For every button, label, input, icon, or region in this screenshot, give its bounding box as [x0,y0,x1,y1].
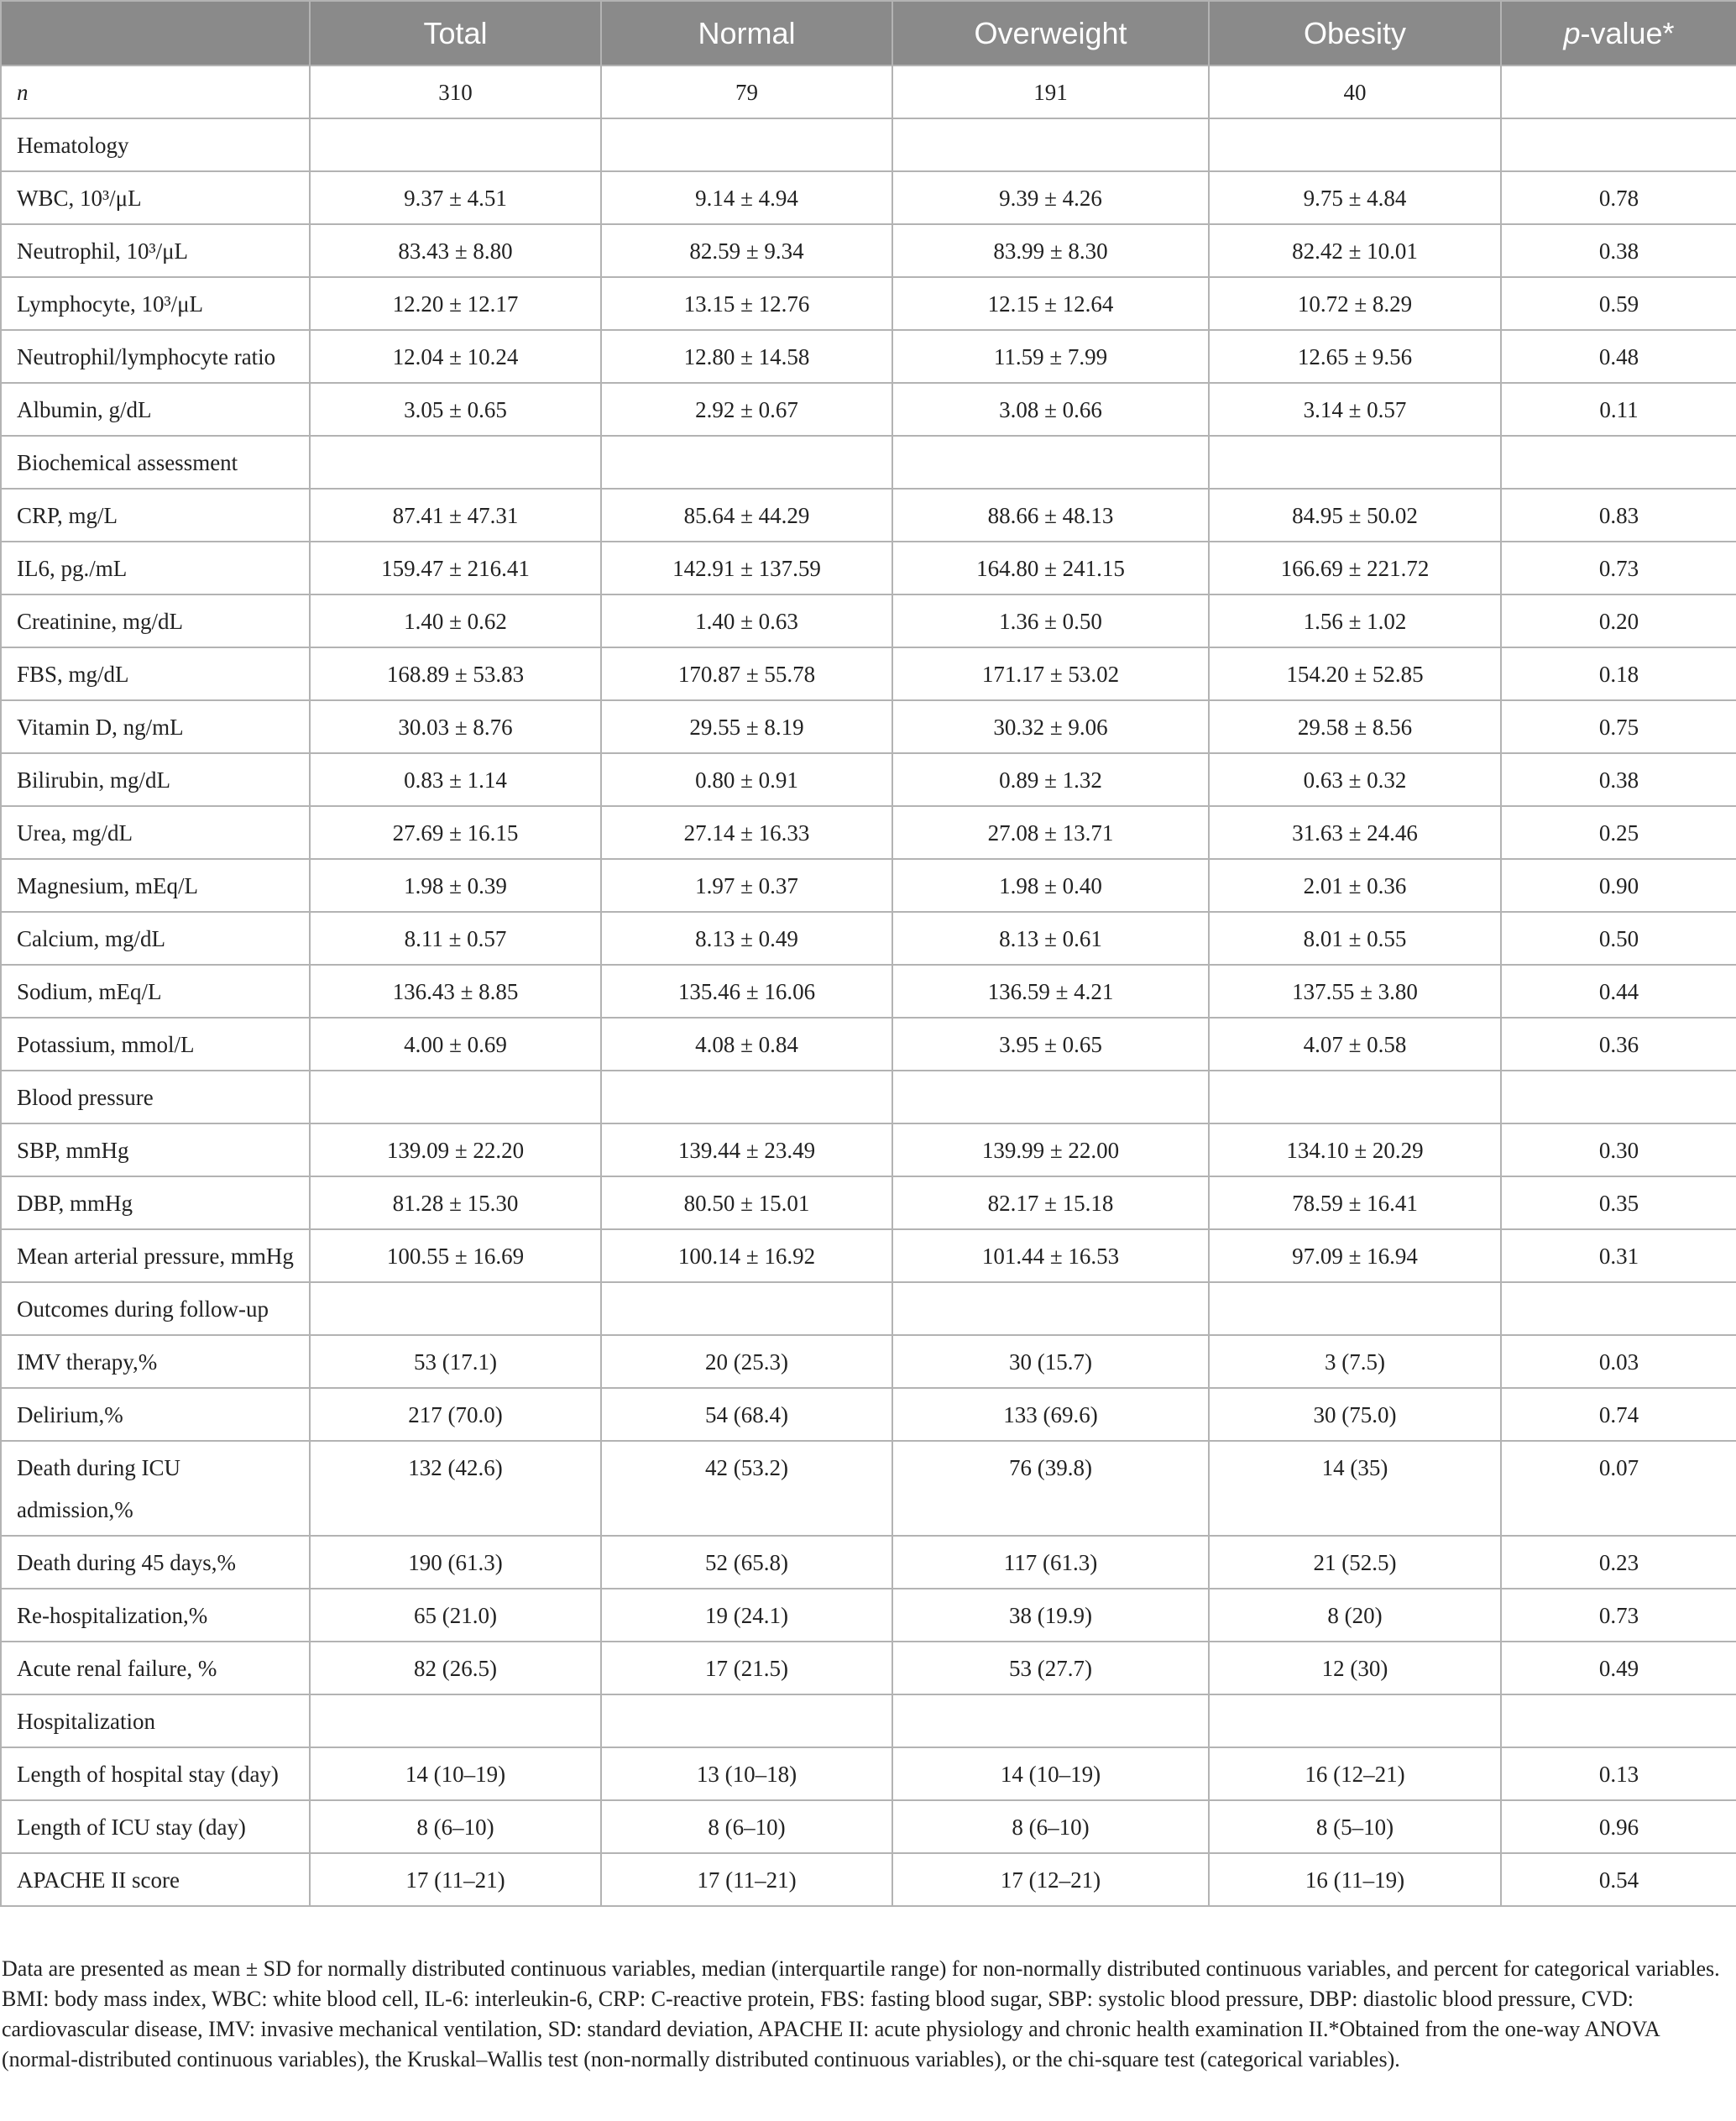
section-row [1,1694,1736,1747]
cell-p-value: 0.13 [1501,1747,1736,1800]
section-row [1,436,1736,489]
cell-overweight: 8 (6–10) [892,1800,1209,1853]
cell-normal: 0.80 ± 0.91 [601,753,892,806]
cell-total: 159.47 ± 216.41 [310,542,601,594]
cell-p-value: 0.38 [1501,753,1736,806]
cell-overweight: 136.59 ± 4.21 [892,965,1209,1018]
cell-p-value: 0.90 [1501,859,1736,912]
section-title: Outcomes during follow-up [1,1282,310,1335]
cell-normal: 139.44 ± 23.49 [601,1123,892,1176]
cell-p-value: 0.18 [1501,647,1736,700]
cell-normal: 27.14 ± 16.33 [601,806,892,859]
cell-normal: 82.59 ± 9.34 [601,224,892,277]
cell-overweight: 117 (61.3) [892,1536,1209,1589]
cell-normal: 17 (11–21) [601,1853,892,1906]
cell-total: 132 (42.6) [310,1441,601,1536]
cell-p-value: 0.74 [1501,1388,1736,1441]
cell-normal: 42 (53.2) [601,1441,892,1536]
table-row [1,753,1736,806]
section-empty-cell [1209,1694,1501,1747]
table-row [1,1018,1736,1071]
cell-overweight: 9.39 ± 4.26 [892,171,1209,224]
cell-overweight: 101.44 ± 16.53 [892,1229,1209,1282]
cell-obesity: 84.95 ± 50.02 [1209,489,1501,542]
cell-total: 8.11 ± 0.57 [310,912,601,965]
row-label: Sodium, mEq/L [1,965,310,1018]
cell-total: 53 (17.1) [310,1335,601,1388]
cell-overweight: 133 (69.6) [892,1388,1209,1441]
header-p-value-label: p-value* [1563,15,1675,50]
row-label: FBS, mg/dL [1,647,310,700]
cell-normal: 17 (21.5) [601,1642,892,1694]
cell-total: 83.43 ± 8.80 [310,224,601,277]
section-empty-cell [310,118,601,171]
table-row [1,277,1736,330]
section-empty-cell [1501,436,1736,489]
cell-p-value: 0.20 [1501,594,1736,647]
cell-obesity: 82.42 ± 10.01 [1209,224,1501,277]
cell-p-value: 0.49 [1501,1642,1736,1694]
cell-obesity: 21 (52.5) [1209,1536,1501,1589]
cell-obesity: 134.10 ± 20.29 [1209,1123,1501,1176]
cell-overweight: 27.08 ± 13.71 [892,806,1209,859]
section-empty-cell [1209,118,1501,171]
cell-p-value: 0.30 [1501,1123,1736,1176]
row-label: Delirium,% [1,1388,310,1441]
table-row [1,383,1736,436]
cell-overweight: 12.15 ± 12.64 [892,277,1209,330]
cell-total: 139.09 ± 22.20 [310,1123,601,1176]
cell-obesity: 12 (30) [1209,1642,1501,1694]
cell-overweight: 17 (12–21) [892,1853,1209,1906]
cell-obesity: 97.09 ± 16.94 [1209,1229,1501,1282]
cell-normal: 135.46 ± 16.06 [601,965,892,1018]
row-label: Death during 45 days,% [1,1536,310,1589]
section-empty-cell [601,1282,892,1335]
cell-normal: 170.87 ± 55.78 [601,647,892,700]
cell-overweight: 30.32 ± 9.06 [892,700,1209,753]
cell-normal: 13.15 ± 12.76 [601,277,892,330]
table-body [1,65,1736,1906]
cell-p-value: 0.31 [1501,1229,1736,1282]
cell-p-value: 0.78 [1501,171,1736,224]
table-row [1,594,1736,647]
section-empty-cell [310,436,601,489]
row-label: SBP, mmHg [1,1123,310,1176]
cell-normal: 9.14 ± 4.94 [601,171,892,224]
table-row [1,1123,1736,1176]
cell-obesity: 3.14 ± 0.57 [1209,383,1501,436]
cell-p-value: 0.75 [1501,700,1736,753]
cell-overweight: 8.13 ± 0.61 [892,912,1209,965]
section-title: Hematology [1,118,310,171]
cell-total: 14 (10–19) [310,1747,601,1800]
cell-obesity: 14 (35) [1209,1441,1501,1536]
cell-total: 3.05 ± 0.65 [310,383,601,436]
row-label: Death during ICU admission,% [1,1441,310,1536]
cell-total: 136.43 ± 8.85 [310,965,601,1018]
cell-p-value: 0.96 [1501,1800,1736,1853]
cell-p-value: 0.48 [1501,330,1736,383]
cell-total: 82 (26.5) [310,1642,601,1694]
row-label: IMV therapy,% [1,1335,310,1388]
row-label: Potassium, mmol/L [1,1018,310,1071]
header-overweight: Overweight [892,1,1209,65]
table-row [1,1747,1736,1800]
row-label: APACHE II score [1,1853,310,1906]
cell-normal: 2.92 ± 0.67 [601,383,892,436]
cell-overweight: 76 (39.8) [892,1441,1209,1536]
section-empty-cell [1501,118,1736,171]
section-title: Blood pressure [1,1071,310,1123]
table-row [1,1229,1736,1282]
cell-normal: 85.64 ± 44.29 [601,489,892,542]
cell-p-value [1501,65,1736,118]
cell-normal: 52 (65.8) [601,1536,892,1589]
cell-obesity: 30 (75.0) [1209,1388,1501,1441]
row-label: Creatinine, mg/dL [1,594,310,647]
section-empty-cell [1501,1694,1736,1747]
cell-p-value: 0.36 [1501,1018,1736,1071]
table-row [1,1589,1736,1642]
cell-normal: 4.08 ± 0.84 [601,1018,892,1071]
cell-p-value: 0.83 [1501,489,1736,542]
cell-p-value: 0.73 [1501,542,1736,594]
note-definitions: Data are presented as mean ± SD for normally distributed continuous variables, median (interquartile range) for non-normally distributed continuous variables, and percent for categorical variables. [2,1956,1720,1981]
cell-normal: 20 (25.3) [601,1335,892,1388]
cell-obesity: 10.72 ± 8.29 [1209,277,1501,330]
cell-overweight: 53 (27.7) [892,1642,1209,1694]
section-empty-cell [310,1071,601,1123]
cell-obesity: 16 (11–19) [1209,1853,1501,1906]
cell-obesity: 40 [1209,65,1501,118]
table-row [1,1388,1736,1441]
cell-p-value: 0.50 [1501,912,1736,965]
table-row [1,1800,1736,1853]
cell-p-value: 0.03 [1501,1335,1736,1388]
cell-normal: 29.55 ± 8.19 [601,700,892,753]
cell-overweight: 139.99 ± 22.00 [892,1123,1209,1176]
table-row [1,647,1736,700]
row-label: Vitamin D, ng/mL [1,700,310,753]
section-empty-cell [1501,1282,1736,1335]
section-title: Biochemical assessment [1,436,310,489]
row-label: Lymphocyte, 10³/μL [1,277,310,330]
cell-total: 1.98 ± 0.39 [310,859,601,912]
table-row [1,489,1736,542]
table-row [1,330,1736,383]
section-empty-cell [601,1071,892,1123]
section-empty-cell [892,436,1209,489]
cell-obesity: 29.58 ± 8.56 [1209,700,1501,753]
cell-normal: 79 [601,65,892,118]
table-row [1,965,1736,1018]
header-blank [1,1,310,65]
cell-total: 190 (61.3) [310,1536,601,1589]
cell-overweight: 1.36 ± 0.50 [892,594,1209,647]
header-obesity: Obesity [1209,1,1501,65]
cell-overweight: 14 (10–19) [892,1747,1209,1800]
cell-total: 1.40 ± 0.62 [310,594,601,647]
cell-normal: 8.13 ± 0.49 [601,912,892,965]
table-row [1,1335,1736,1388]
cell-overweight: 3.95 ± 0.65 [892,1018,1209,1071]
cell-total: 100.55 ± 16.69 [310,1229,601,1282]
cell-overweight: 38 (19.9) [892,1589,1209,1642]
row-label: Bilirubin, mg/dL [1,753,310,806]
cell-total: 8 (6–10) [310,1800,601,1853]
cell-overweight: 171.17 ± 53.02 [892,647,1209,700]
cell-p-value: 0.54 [1501,1853,1736,1906]
row-label: WBC, 10³/μL [1,171,310,224]
row-label: Acute renal failure, % [1,1642,310,1694]
section-row [1,1071,1736,1123]
cell-obesity: 4.07 ± 0.58 [1209,1018,1501,1071]
cell-normal: 142.91 ± 137.59 [601,542,892,594]
row-label: Length of hospital stay (day) [1,1747,310,1800]
cell-normal: 100.14 ± 16.92 [601,1229,892,1282]
cell-p-value: 0.38 [1501,224,1736,277]
cell-obesity: 3 (7.5) [1209,1335,1501,1388]
section-empty-cell [1209,1071,1501,1123]
cell-obesity: 154.20 ± 52.85 [1209,647,1501,700]
cell-overweight: 1.98 ± 0.40 [892,859,1209,912]
cell-obesity: 31.63 ± 24.46 [1209,806,1501,859]
cell-overweight: 191 [892,65,1209,118]
cell-normal: 19 (24.1) [601,1589,892,1642]
row-label: DBP, mmHg [1,1176,310,1229]
cell-overweight: 30 (15.7) [892,1335,1209,1388]
cell-normal: 13 (10–18) [601,1747,892,1800]
cell-overweight: 164.80 ± 241.15 [892,542,1209,594]
row-label: IL6, pg./mL [1,542,310,594]
cell-obesity: 9.75 ± 4.84 [1209,171,1501,224]
table-row [1,542,1736,594]
cell-total: 87.41 ± 47.31 [310,489,601,542]
cell-total: 168.89 ± 53.83 [310,647,601,700]
section-empty-cell [310,1282,601,1335]
cell-obesity: 78.59 ± 16.41 [1209,1176,1501,1229]
cell-obesity: 2.01 ± 0.36 [1209,859,1501,912]
cell-total: 81.28 ± 15.30 [310,1176,601,1229]
row-label: Neutrophil, 10³/μL [1,224,310,277]
header-total: Total [310,1,601,65]
cell-total: 4.00 ± 0.69 [310,1018,601,1071]
section-title: Hospitalization [1,1694,310,1747]
cell-overweight: 83.99 ± 8.30 [892,224,1209,277]
table-row [1,1441,1736,1536]
cell-overweight: 3.08 ± 0.66 [892,383,1209,436]
table-row [1,912,1736,965]
section-row [1,118,1736,171]
section-empty-cell [892,1694,1209,1747]
cell-normal: 54 (68.4) [601,1388,892,1441]
section-empty-cell [310,1694,601,1747]
table-row [1,171,1736,224]
cell-overweight: 11.59 ± 7.99 [892,330,1209,383]
section-empty-cell [892,1071,1209,1123]
cell-p-value: 0.23 [1501,1536,1736,1589]
cell-total: 9.37 ± 4.51 [310,171,601,224]
cell-total: 17 (11–21) [310,1853,601,1906]
row-label: Length of ICU stay (day) [1,1800,310,1853]
n-row [1,65,1736,118]
row-label: Mean arterial pressure, mmHg [1,1229,310,1282]
row-label: Magnesium, mEq/L [1,859,310,912]
cell-normal: 1.97 ± 0.37 [601,859,892,912]
row-label: Calcium, mg/dL [1,912,310,965]
section-empty-cell [1501,1071,1736,1123]
section-empty-cell [601,436,892,489]
header-p-value [1501,1,1736,65]
table-row [1,806,1736,859]
cell-total: 12.20 ± 12.17 [310,277,601,330]
cell-obesity: 137.55 ± 3.80 [1209,965,1501,1018]
note-abbreviations: BMI: body mass index, WBC: white blood cell, IL-6: interleukin-6, CRP: C-reactive protein, FBS: fasting blood sugar, SBP: systolic blood pressure, DBP: diastolic blood pressure, CVD: cardiovascular disease, IMV: invasive mechanical ventilation, SD: standard deviation, APACHE II: acute physiology and chronic health examination II.*Obtained from the one-way ANOVA (normal-distributed continuous variables), the Kruskal–Wallis test (non-normally distributed continuous variables), or the chi-square test (categorical variables). [2,1987,1660,2071]
cell-p-value: 0.35 [1501,1176,1736,1229]
cell-normal: 8 (6–10) [601,1800,892,1853]
section-empty-cell [892,118,1209,171]
cell-total: 12.04 ± 10.24 [310,330,601,383]
section-empty-cell [1209,1282,1501,1335]
row-label: Neutrophil/lymphocyte ratio [1,330,310,383]
row-label: Urea, mg/dL [1,806,310,859]
cell-overweight: 0.89 ± 1.32 [892,753,1209,806]
cell-obesity: 8.01 ± 0.55 [1209,912,1501,965]
section-empty-cell [892,1282,1209,1335]
table-row [1,1176,1736,1229]
cell-obesity: 1.56 ± 1.02 [1209,594,1501,647]
table-row [1,1853,1736,1906]
cell-normal: 12.80 ± 14.58 [601,330,892,383]
row-label: Albumin, g/dL [1,383,310,436]
section-empty-cell [601,118,892,171]
cell-obesity: 8 (5–10) [1209,1800,1501,1853]
cell-p-value: 0.73 [1501,1589,1736,1642]
cell-obesity: 8 (20) [1209,1589,1501,1642]
table-row [1,1642,1736,1694]
cell-p-value: 0.25 [1501,806,1736,859]
cell-total: 30.03 ± 8.76 [310,700,601,753]
header-normal: Normal [601,1,892,65]
cell-overweight: 88.66 ± 48.13 [892,489,1209,542]
header-row [1,1,1736,65]
cell-total: 217 (70.0) [310,1388,601,1441]
cell-normal: 1.40 ± 0.63 [601,594,892,647]
row-label: CRP, mg/L [1,489,310,542]
table-row [1,859,1736,912]
cell-overweight: 82.17 ± 15.18 [892,1176,1209,1229]
cell-total: 0.83 ± 1.14 [310,753,601,806]
table-row [1,224,1736,277]
table-row [1,1536,1736,1589]
cell-obesity: 0.63 ± 0.32 [1209,753,1501,806]
section-row [1,1282,1736,1335]
cell-obesity: 12.65 ± 9.56 [1209,330,1501,383]
section-empty-cell [601,1694,892,1747]
row-label: Re-hospitalization,% [1,1589,310,1642]
section-empty-cell [1209,436,1501,489]
row-label: n [1,65,310,118]
cell-normal: 80.50 ± 15.01 [601,1176,892,1229]
cell-total: 310 [310,65,601,118]
table-notes [0,1954,1736,2075]
cell-obesity: 166.69 ± 221.72 [1209,542,1501,594]
cell-total: 65 (21.0) [310,1589,601,1642]
cell-p-value: 0.07 [1501,1441,1736,1536]
cell-p-value: 0.44 [1501,965,1736,1018]
cell-p-value: 0.59 [1501,277,1736,330]
table-row [1,700,1736,753]
cell-obesity: 16 (12–21) [1209,1747,1501,1800]
cell-p-value: 0.11 [1501,383,1736,436]
cell-total: 27.69 ± 16.15 [310,806,601,859]
